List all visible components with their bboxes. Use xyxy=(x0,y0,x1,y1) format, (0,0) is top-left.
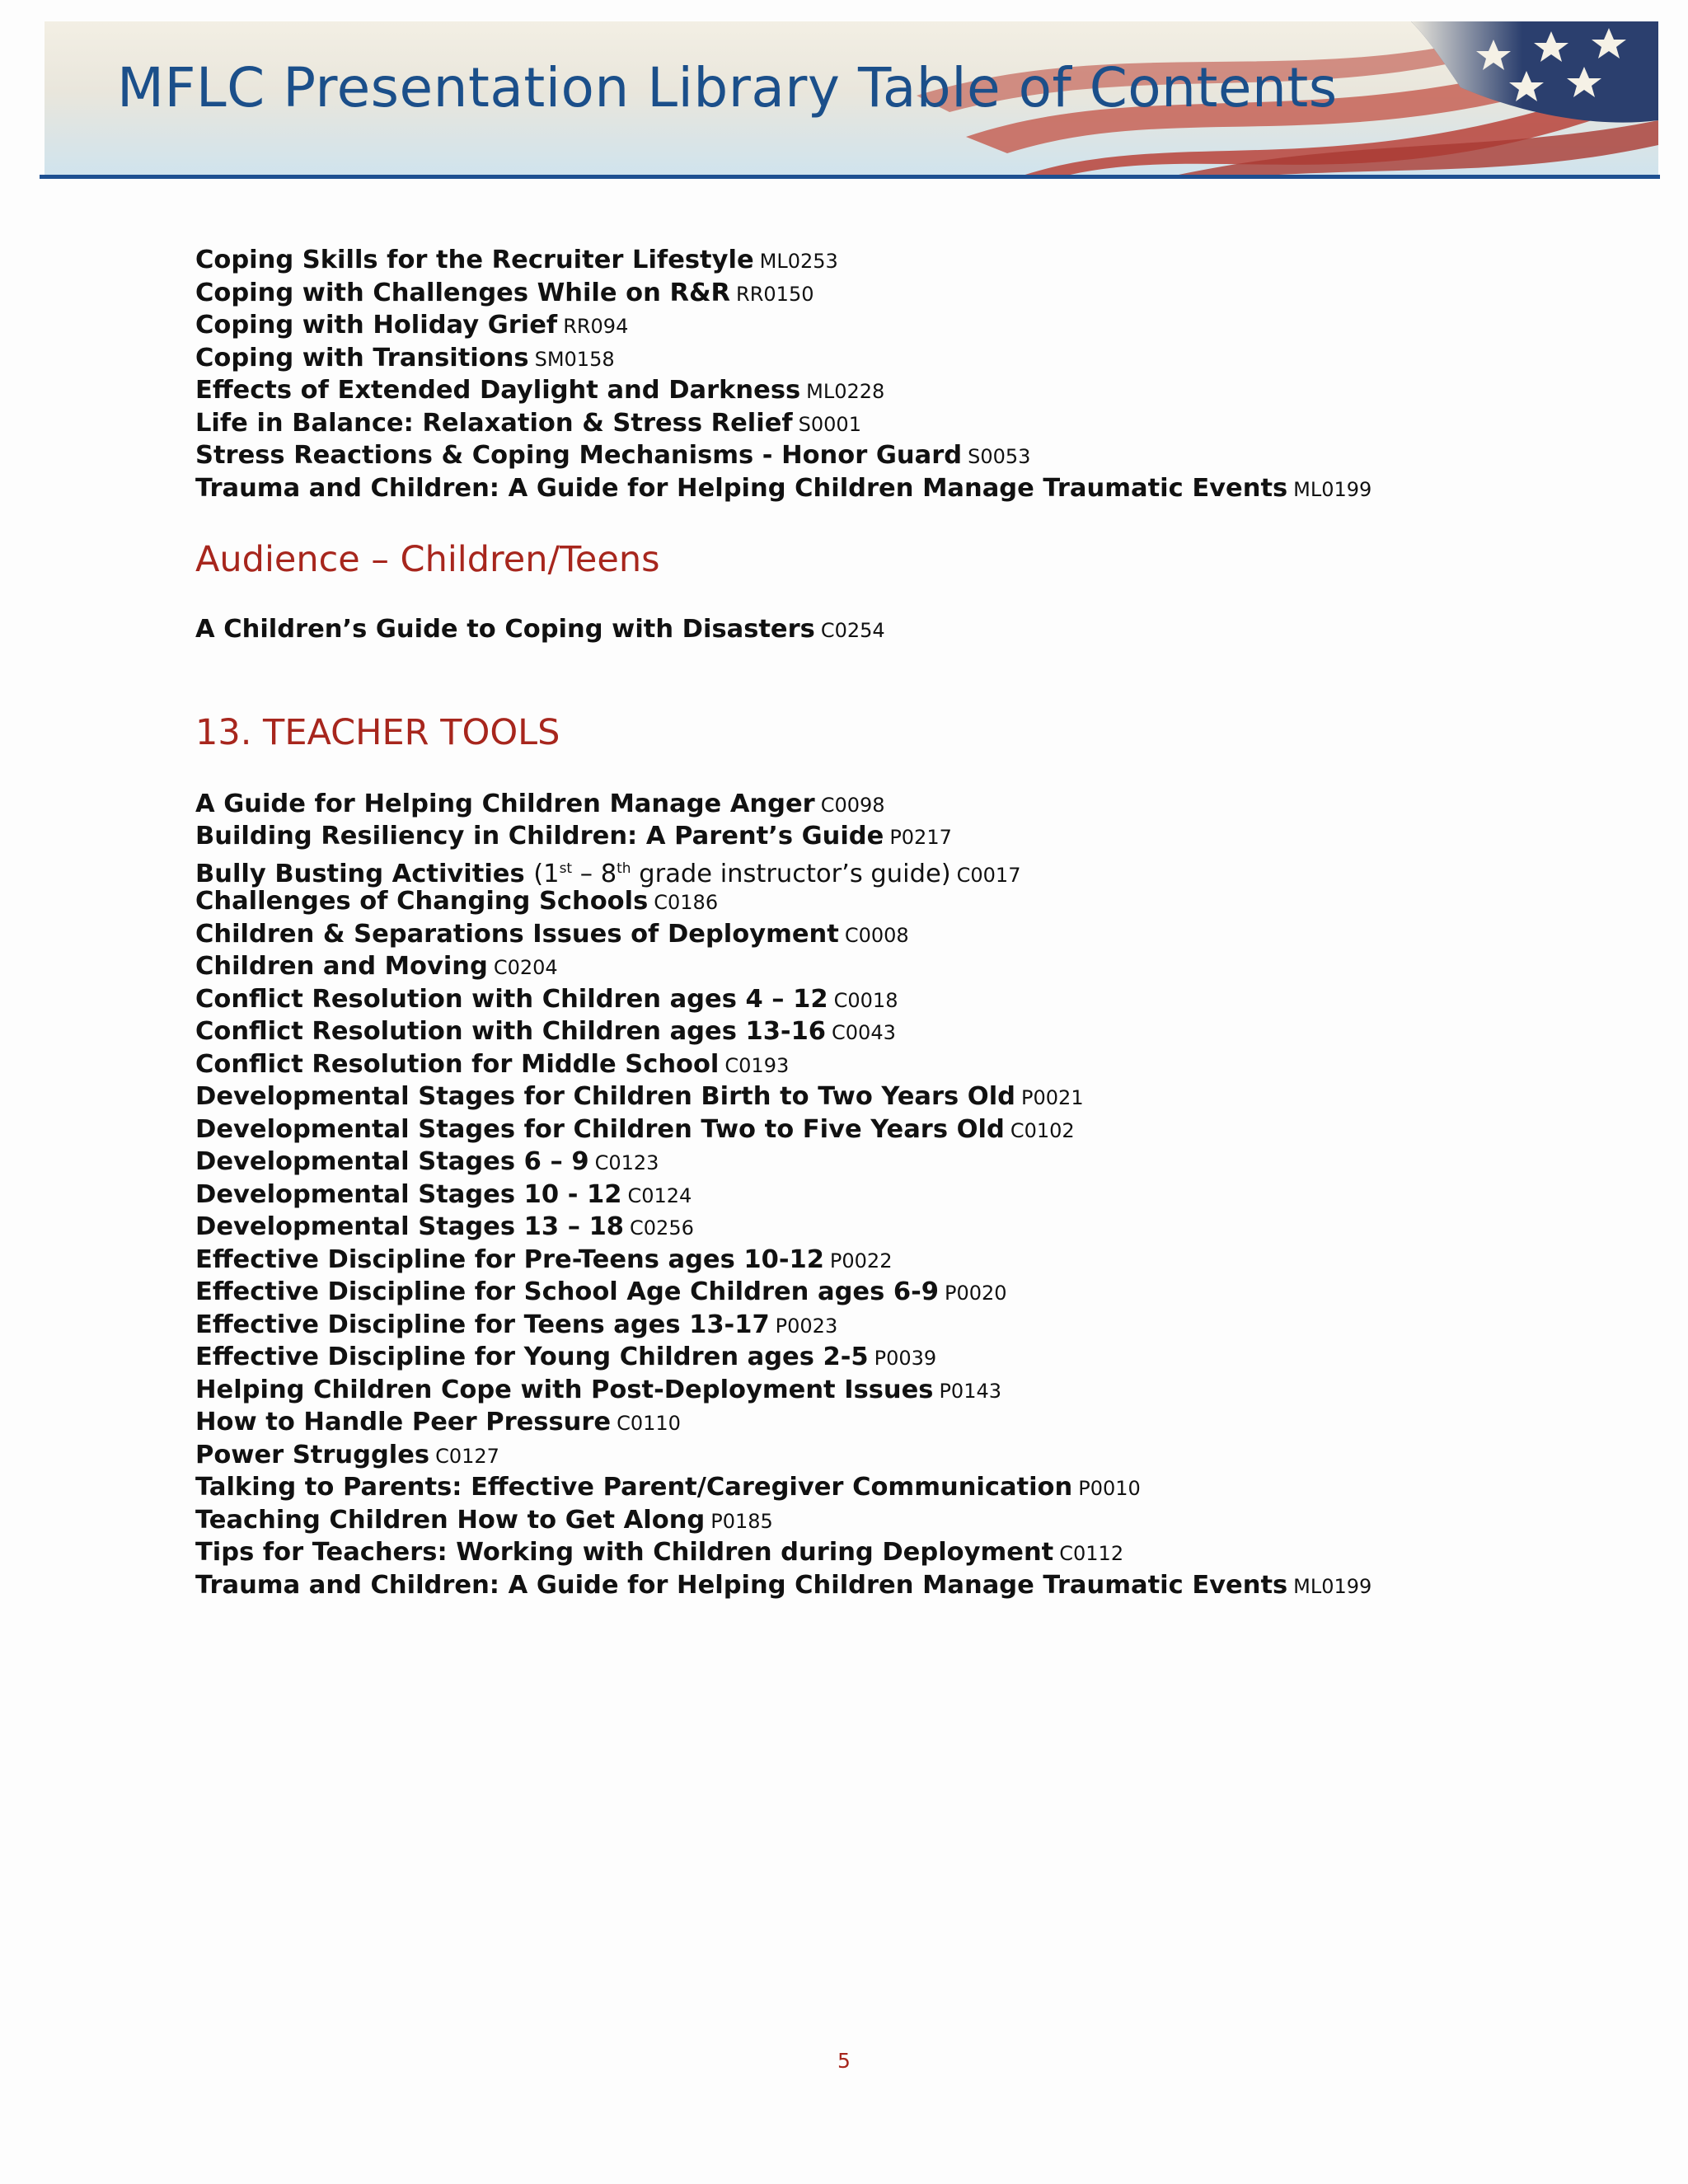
entry-code: C0112 xyxy=(1059,1542,1124,1565)
entry-code: P0020 xyxy=(944,1282,1007,1305)
entry-code: C0098 xyxy=(820,793,885,817)
entry-code: C0256 xyxy=(630,1216,694,1240)
entry-title: Challenges of Changing Schools xyxy=(195,887,649,916)
entry-code: ML0228 xyxy=(806,380,885,403)
header-rule xyxy=(40,175,1660,179)
toc-entry xyxy=(195,1146,1613,1179)
toc-entry xyxy=(195,439,1613,472)
entry-title: A Guide for Helping Children Manage Anger xyxy=(195,789,815,818)
entry-note xyxy=(533,860,950,888)
toc-entry xyxy=(195,950,1613,983)
entry-code: C0193 xyxy=(724,1053,790,1077)
entry-code: C0204 xyxy=(493,956,558,979)
toc-entry xyxy=(195,374,1613,407)
note-text: – 8 xyxy=(572,859,617,888)
entry-code: C0018 xyxy=(833,988,898,1012)
teacher-tools-heading: 13. TEACHER TOOLS xyxy=(195,711,560,753)
entry-title: Power Struggles xyxy=(195,1440,430,1469)
entry-code: P0023 xyxy=(775,1314,838,1338)
entry-code: P0021 xyxy=(1021,1086,1084,1109)
entry-code: RR0150 xyxy=(736,282,814,306)
entry-title: Trauma and Children: A Guide for Helping Children Manage Traumatic Events xyxy=(195,473,1288,503)
toc-entry xyxy=(195,1080,1613,1113)
entry-title: Coping with Transitions xyxy=(195,343,529,373)
toc-entry xyxy=(195,853,1613,886)
entry-title: Coping with Challenges While on R&R xyxy=(195,278,731,307)
entry-title: Effects of Extended Daylight and Darkness xyxy=(195,376,801,405)
toc-entry xyxy=(195,1471,1613,1504)
note-text: (1 xyxy=(533,859,560,888)
entry-code: C0110 xyxy=(617,1412,681,1435)
entry-code: S0001 xyxy=(798,412,861,436)
header-banner xyxy=(45,21,1658,178)
entry-code: C0102 xyxy=(1010,1118,1075,1142)
entry-code: ML0253 xyxy=(759,250,838,273)
entry-title: Developmental Stages 13 – 18 xyxy=(195,1212,625,1241)
entry-title: A Children’s Guide to Coping with Disasters xyxy=(195,615,815,644)
toc-entry xyxy=(195,1536,1613,1569)
entry-code: P0143 xyxy=(939,1379,1002,1403)
entry-code: P0217 xyxy=(889,826,952,849)
entry-title: Developmental Stages for Children Birth to Two Years Old xyxy=(195,1082,1016,1111)
entry-code: ML0199 xyxy=(1293,477,1372,501)
entry-title: Building Resiliency in Children: A Parent’s Guide xyxy=(195,822,884,851)
entry-code: SM0158 xyxy=(534,347,615,371)
note-superscript: th xyxy=(617,860,631,877)
entry-title: Teaching Children How to Get Along xyxy=(195,1505,706,1535)
entry-title: How to Handle Peer Pressure xyxy=(195,1408,612,1436)
entry-code: C0123 xyxy=(594,1151,659,1174)
entry-title: Conflict Resolution for Middle School xyxy=(195,1049,720,1079)
entry-code: C0186 xyxy=(654,891,719,914)
toc-content xyxy=(195,244,1613,1601)
toc-entry xyxy=(195,1015,1613,1048)
audience-list xyxy=(195,613,1613,646)
entry-code: P0022 xyxy=(829,1249,893,1272)
entry-code: P0039 xyxy=(874,1347,937,1370)
entry-title: Bully Busting Activities xyxy=(195,859,525,888)
note-text: grade instructor’s guide) xyxy=(631,859,951,888)
toc-entry xyxy=(195,1569,1613,1602)
toc-entry xyxy=(195,277,1613,310)
toc-entry xyxy=(195,1504,1613,1537)
page-title: MFLC Presentation Library Table of Contents xyxy=(117,56,1338,120)
toc-entry xyxy=(195,613,1613,646)
toc-entry xyxy=(195,1048,1613,1081)
toc-entry xyxy=(195,407,1613,440)
toc-entry xyxy=(195,244,1613,277)
entry-code: C0124 xyxy=(627,1183,692,1207)
entry-title: Coping with Holiday Grief xyxy=(195,311,558,340)
entry-title: Effective Discipline for Pre-Teens ages 10-12 xyxy=(195,1244,824,1274)
entry-title: Coping Skills for the Recruiter Lifestyle xyxy=(195,246,754,274)
toc-entry xyxy=(195,788,1613,821)
toc-entry xyxy=(195,1406,1613,1439)
entry-code: S0053 xyxy=(968,445,1031,468)
entry-title: Effective Discipline for Young Children ages 2-5 xyxy=(195,1343,869,1371)
toc-entry xyxy=(195,1179,1613,1212)
toc-entry xyxy=(195,983,1613,1016)
entry-title: Effective Discipline for Teens ages 13-17 xyxy=(195,1310,770,1339)
toc-entry xyxy=(195,918,1613,951)
entry-title: Developmental Stages 10 - 12 xyxy=(195,1179,622,1209)
toc-entry xyxy=(195,1276,1613,1309)
toc-entry xyxy=(195,1113,1613,1146)
entry-title: Helping Children Cope with Post-Deployment Issues xyxy=(195,1375,934,1404)
entry-title: Life in Balance: Relaxation & Stress Relief xyxy=(195,408,793,438)
entry-code: P0010 xyxy=(1078,1477,1141,1500)
section-a-list xyxy=(195,244,1613,504)
entry-title: Tips for Teachers: Working with Children during Deployment xyxy=(195,1538,1054,1567)
entry-code: C0254 xyxy=(820,619,885,642)
entry-title: Conflict Resolution with Children ages 4 – 12 xyxy=(195,984,828,1014)
entry-code: P0185 xyxy=(710,1509,773,1533)
entry-title: Effective Discipline for School Age Children ages 6-9 xyxy=(195,1277,939,1306)
entry-title: Talking to Parents: Effective Parent/Caregiver Communication xyxy=(195,1473,1073,1502)
page-number: 5 xyxy=(837,2049,851,2073)
toc-entry xyxy=(195,1341,1613,1374)
toc-entry xyxy=(195,1439,1613,1472)
entry-code: ML0199 xyxy=(1293,1574,1372,1598)
toc-entry xyxy=(195,885,1613,918)
entry-title: Trauma and Children: A Guide for Helping Children Manage Traumatic Events xyxy=(195,1570,1288,1600)
entry-title: Developmental Stages for Children Two to Five Years Old xyxy=(195,1114,1005,1144)
entry-title: Conflict Resolution with Children ages 13-16 xyxy=(195,1017,827,1046)
entry-code: C0043 xyxy=(832,1021,896,1044)
toc-entry xyxy=(195,472,1613,505)
entry-title: Children and Moving xyxy=(195,952,488,981)
entry-code: C0017 xyxy=(956,863,1021,887)
toc-entry xyxy=(195,1244,1613,1277)
audience-heading: Audience – Children/Teens xyxy=(195,539,660,580)
toc-entry xyxy=(195,342,1613,375)
teacher-tools-list xyxy=(195,788,1613,1602)
toc-entry xyxy=(195,309,1613,342)
toc-entry xyxy=(195,1309,1613,1342)
toc-entry xyxy=(195,1374,1613,1407)
toc-entry xyxy=(195,1211,1613,1244)
toc-entry xyxy=(195,820,1613,853)
entry-title: Stress Reactions & Coping Mechanisms - Honor Guard xyxy=(195,441,963,470)
note-superscript: st xyxy=(559,860,573,877)
entry-code: RR094 xyxy=(563,315,629,338)
entry-code: C0127 xyxy=(435,1444,499,1468)
entry-code: C0008 xyxy=(844,923,909,947)
entry-title: Developmental Stages 6 – 9 xyxy=(195,1147,589,1176)
entry-title: Children & Separations Issues of Deployment xyxy=(195,919,839,949)
